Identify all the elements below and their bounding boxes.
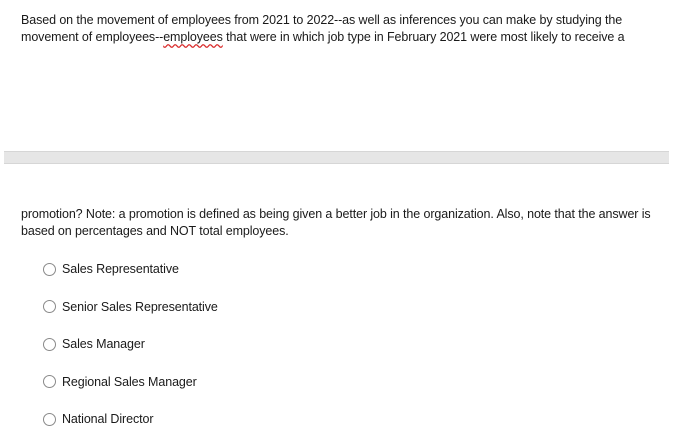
question-text-part-1 (21, 12, 661, 46)
option-label[interactable]: Sales Representative (62, 262, 179, 276)
option-label[interactable]: National Director (62, 412, 154, 426)
option-regional-sales-manager[interactable] (43, 373, 218, 391)
option-sales-representative[interactable] (43, 260, 218, 278)
radio-button[interactable] (43, 263, 56, 276)
radio-button[interactable] (43, 375, 56, 388)
option-label[interactable]: Regional Sales Manager (62, 374, 197, 389)
option-label[interactable]: Sales Manager (62, 337, 145, 351)
answer-options (43, 260, 218, 448)
question-text-segment: Based on the movement of employees from 2021 to 2022--as well as inferences you can make by studying the movement of employees-- (21, 13, 623, 44)
option-national-director[interactable] (43, 410, 218, 428)
spellcheck-flagged-word: employees (163, 30, 223, 44)
radio-button[interactable] (43, 413, 56, 426)
question-text-segment: that were in which job type in February 2021 were most likely to receive a (222, 30, 625, 44)
question-text-part-2: promotion? Note: a promotion is defined as being given a better job in the organization. Also, note that the answer is based on percentages and NOT total employees. (21, 207, 651, 238)
option-sales-manager[interactable] (43, 335, 218, 353)
radio-button[interactable] (43, 300, 56, 313)
option-senior-sales-representative[interactable] (43, 298, 218, 316)
option-label[interactable]: Senior Sales Representative (62, 299, 218, 314)
section-divider (4, 151, 669, 164)
radio-button[interactable] (43, 338, 56, 351)
